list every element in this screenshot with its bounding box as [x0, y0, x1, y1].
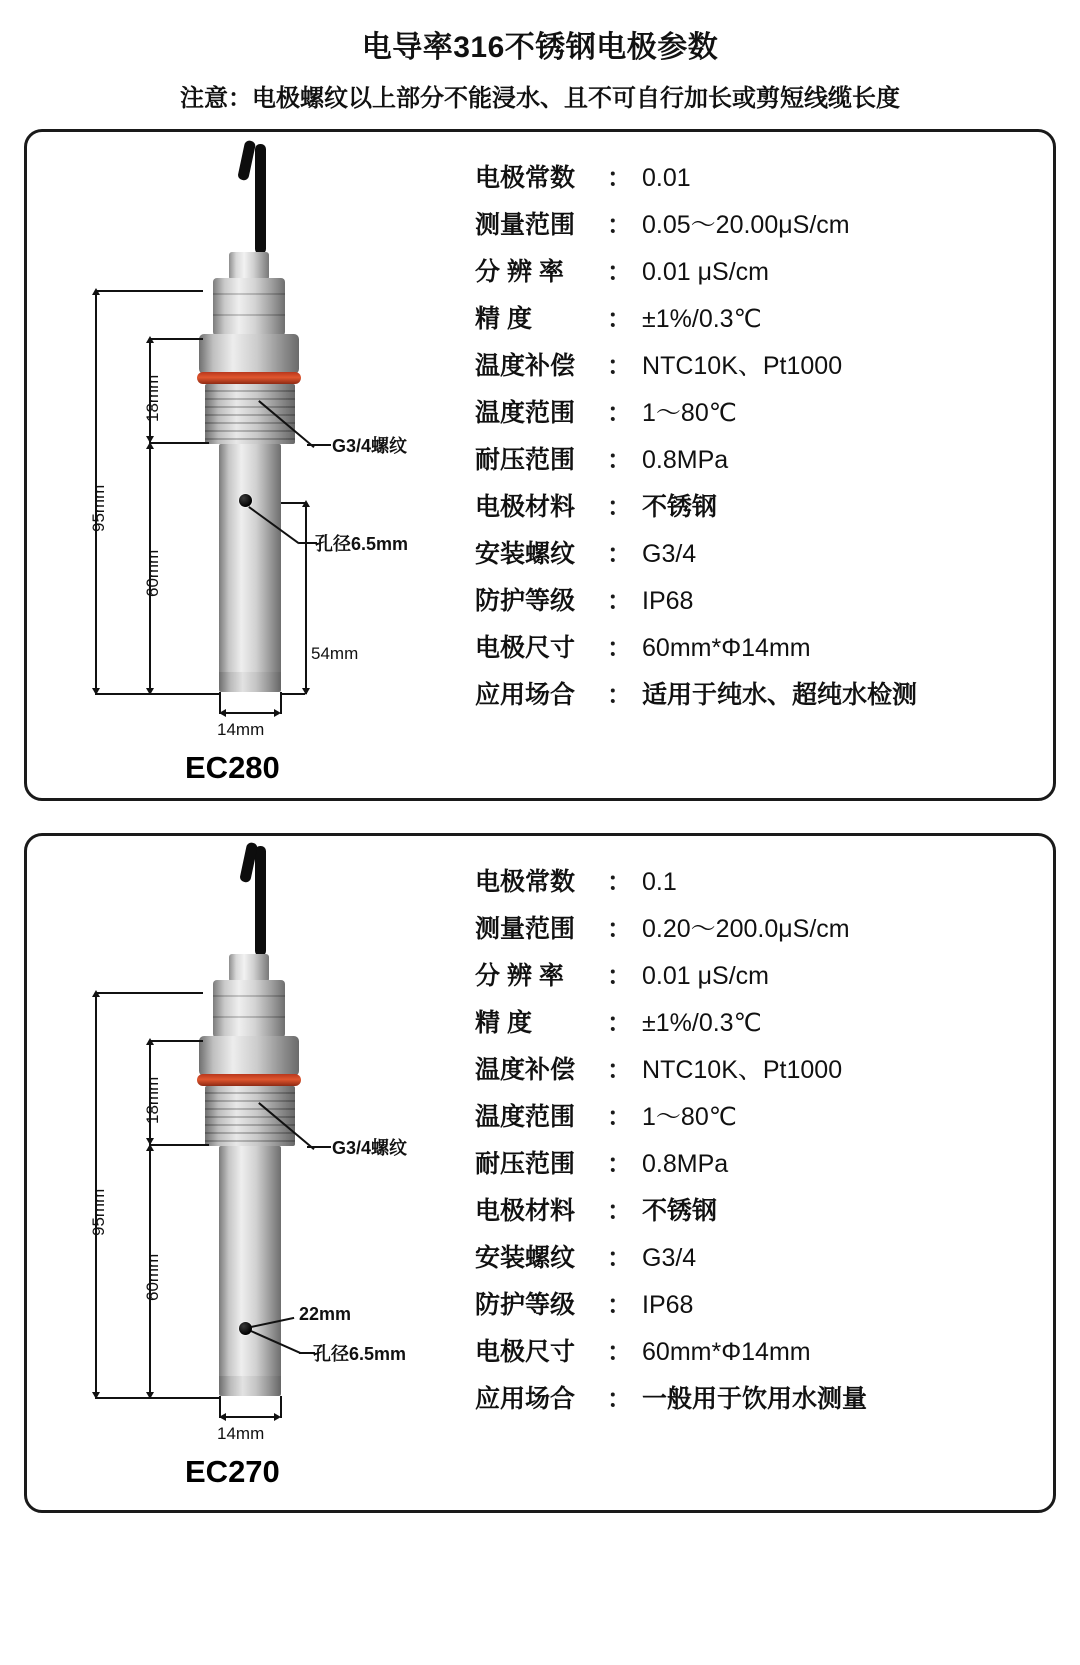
model-label-ec270: EC270 [185, 1454, 280, 1489]
spec-value: 不锈钢 [642, 1197, 718, 1225]
spec-value: 60mm*Φ14mm [642, 634, 811, 662]
spec-value: 不锈钢 [642, 493, 718, 521]
spec-label: 精 度 [475, 305, 532, 333]
dim-ext-line [95, 992, 203, 994]
spec-value: IP68 [642, 587, 694, 615]
spec-colon: ： [607, 587, 633, 615]
probe-figure-ec280 [27, 132, 457, 798]
dim-ext-line [280, 1396, 282, 1418]
spec-row [475, 166, 1053, 191]
spec-value: ±1%/0.3℃ [642, 305, 762, 333]
spec-label: 电极尺寸 [475, 1338, 576, 1366]
spec-label: 防护等级 [475, 587, 576, 615]
spec-colon: ： [607, 634, 633, 662]
dim-total-length: 95mm [89, 484, 108, 532]
spec-list-ec270 [457, 836, 1053, 1510]
spec-row [475, 1058, 1053, 1083]
spec-value: IP68 [642, 1291, 694, 1319]
spec-row [475, 1199, 1053, 1224]
dim-ext-line [149, 1397, 219, 1399]
dim-middle-length: 60mm [143, 1253, 162, 1301]
spec-colon: ： [607, 211, 633, 239]
spec-label: 应用场合 [475, 1385, 576, 1413]
dim-ext-line [219, 1396, 221, 1418]
spec-row [475, 401, 1053, 426]
page-header [24, 0, 1056, 113]
spec-row [475, 636, 1053, 661]
spec-label: 测量范围 [475, 915, 576, 943]
spec-value: 0.01 μS/cm [642, 258, 769, 286]
spec-label: 电极尺寸 [475, 634, 576, 662]
probe-shaft [219, 444, 281, 692]
spec-label: 安装螺纹 [475, 1244, 576, 1272]
spec-label: 测量范围 [475, 211, 576, 239]
o-ring [197, 372, 301, 384]
spec-row [475, 213, 1053, 238]
thread-leader-flat [307, 444, 331, 446]
spec-value: 0.8MPa [642, 1150, 729, 1178]
page-title: 电导率316不锈钢电极参数 [361, 31, 719, 64]
spec-colon: ： [607, 399, 633, 427]
page-note: 注意：电极螺纹以上部分不能浸水、且不可自行加长或剪短线缆长度 [180, 85, 900, 112]
spec-label: 分 辨 率 [475, 258, 564, 286]
spec-value: G3/4 [642, 1244, 697, 1272]
spec-row [475, 1387, 1053, 1412]
spec-row [475, 307, 1053, 332]
sensing-hole [239, 494, 252, 507]
spec-label: 温度补偿 [475, 352, 576, 380]
spec-row [475, 1293, 1053, 1318]
spec-value: 1～80℃ [642, 1103, 737, 1131]
spec-label: 电极常数 [475, 164, 576, 192]
spec-value: 适用于纯水、超纯水检测 [642, 681, 918, 709]
spec-colon: ： [607, 1197, 633, 1225]
spec-row [475, 917, 1053, 942]
spec-colon: ： [607, 868, 633, 896]
spec-label: 电极常数 [475, 868, 576, 896]
spec-row [475, 1105, 1053, 1130]
spec-label: 温度范围 [475, 1103, 576, 1131]
spec-label: 耐压范围 [475, 446, 576, 474]
dim-ext-line [281, 693, 305, 695]
dim-upper-length: 18mm [143, 1076, 162, 1124]
spec-colon: ： [607, 1291, 633, 1319]
sensing-hole [239, 1322, 252, 1335]
hole-offset-callout: 22mm [299, 1304, 352, 1324]
body-collar [199, 1036, 299, 1076]
spec-colon: ： [607, 681, 633, 709]
thread-section [205, 384, 295, 444]
spec-row [475, 683, 1053, 708]
spec-colon: ： [607, 446, 633, 474]
spec-label: 安装螺纹 [475, 540, 576, 568]
spec-colon: ： [607, 540, 633, 568]
spec-row [475, 448, 1053, 473]
spec-value: 0.01 [642, 164, 691, 192]
o-ring [197, 1074, 301, 1086]
dim-ext-line [149, 442, 209, 444]
spec-label: 电极材料 [475, 1197, 576, 1225]
spec-value: NTC10K、Pt1000 [642, 1056, 843, 1084]
spec-colon: ： [607, 1338, 633, 1366]
cable-icon [255, 144, 266, 254]
dim-middle-length: 60mm [143, 549, 162, 597]
spec-colon: ： [607, 305, 633, 333]
spec-row [475, 260, 1053, 285]
spec-colon: ： [607, 164, 633, 192]
spec-colon: ： [607, 1056, 633, 1084]
hole-callout: 孔径6.5mm [313, 1344, 407, 1364]
spec-row [475, 495, 1053, 520]
cable-upper-icon [237, 140, 256, 181]
dim-lower-length: 54mm [311, 644, 359, 663]
cable-icon [255, 846, 266, 956]
spec-colon: ： [607, 493, 633, 521]
spec-value: 0.8MPa [642, 446, 729, 474]
thread-section [205, 1086, 295, 1146]
spec-label: 分 辨 率 [475, 962, 564, 990]
spec-label: 防护等级 [475, 1291, 576, 1319]
spec-value: ±1%/0.3℃ [642, 1009, 762, 1037]
probe-tip [219, 1376, 281, 1396]
thread-callout: G3/4螺纹 [332, 436, 408, 456]
thread-callout: G3/4螺纹 [332, 1138, 408, 1158]
dim-ext-line [95, 290, 203, 292]
spec-colon: ： [607, 1150, 633, 1178]
dim-upper-length: 18mm [143, 374, 162, 422]
cable-gland [229, 252, 269, 280]
hole-callout: 孔径6.5mm [315, 534, 409, 554]
spec-colon: ： [607, 352, 633, 380]
spec-row [475, 1011, 1053, 1036]
spec-list-ec280 [457, 132, 1053, 798]
dim-ext-line [149, 693, 219, 695]
spec-row [475, 1340, 1053, 1365]
dim-ext-line [149, 1144, 209, 1146]
dim-arrow [146, 442, 154, 449]
spec-colon: ： [607, 915, 633, 943]
spec-colon: ： [607, 1009, 633, 1037]
spec-colon: ： [607, 258, 633, 286]
spec-row [475, 354, 1053, 379]
dim-arrow [146, 1144, 154, 1151]
spec-row [475, 1152, 1053, 1177]
product-card-ec270 [24, 833, 1056, 1513]
spec-label: 电极材料 [475, 493, 576, 521]
dim-diameter: 14mm [217, 720, 265, 739]
dim-ext-line [281, 502, 305, 504]
dim-ext-line [149, 1040, 203, 1042]
hex-nut [213, 980, 285, 1038]
dim-ext-line [219, 692, 221, 714]
spec-row [475, 1246, 1053, 1271]
hex-nut [213, 278, 285, 336]
dim-line-diameter [221, 1416, 279, 1418]
dim-total-length: 95mm [89, 1188, 108, 1236]
spec-value: 0.20～200.0μS/cm [642, 915, 850, 943]
dim-line-diameter [221, 712, 279, 714]
model-label-ec280: EC280 [185, 750, 280, 785]
spec-colon: ： [607, 962, 633, 990]
product-card-ec280 [24, 129, 1056, 801]
probe-figure-ec270 [27, 836, 457, 1510]
spec-value: 1～80℃ [642, 399, 737, 427]
spec-value: 0.1 [642, 868, 677, 896]
dim-ext-line [149, 338, 203, 340]
spec-value: 60mm*Φ14mm [642, 1338, 811, 1366]
spec-label: 应用场合 [475, 681, 576, 709]
spec-colon: ： [607, 1244, 633, 1272]
spec-colon: ： [607, 1385, 633, 1413]
spec-row [475, 589, 1053, 614]
thread-leader-flat [307, 1146, 331, 1148]
spec-value: G3/4 [642, 540, 697, 568]
spec-label: 温度补偿 [475, 1056, 576, 1084]
dim-diameter: 14mm [217, 1424, 265, 1443]
spec-value: NTC10K、Pt1000 [642, 352, 843, 380]
spec-value: 0.05～20.00μS/cm [642, 211, 850, 239]
dim-line-lower [305, 502, 307, 694]
body-collar [199, 334, 299, 374]
probe-tip [219, 672, 281, 692]
spec-value: 一般用于饮用水测量 [642, 1385, 868, 1413]
spec-row [475, 870, 1053, 895]
spec-label: 温度范围 [475, 399, 576, 427]
spec-label: 精 度 [475, 1009, 532, 1037]
spec-colon: ： [607, 1103, 633, 1131]
spec-row [475, 964, 1053, 989]
spec-value: 0.01 μS/cm [642, 962, 769, 990]
spec-row [475, 542, 1053, 567]
probe-shaft [219, 1146, 281, 1396]
cable-gland [229, 954, 269, 982]
dim-ext-line [280, 692, 282, 714]
spec-label: 耐压范围 [475, 1150, 576, 1178]
